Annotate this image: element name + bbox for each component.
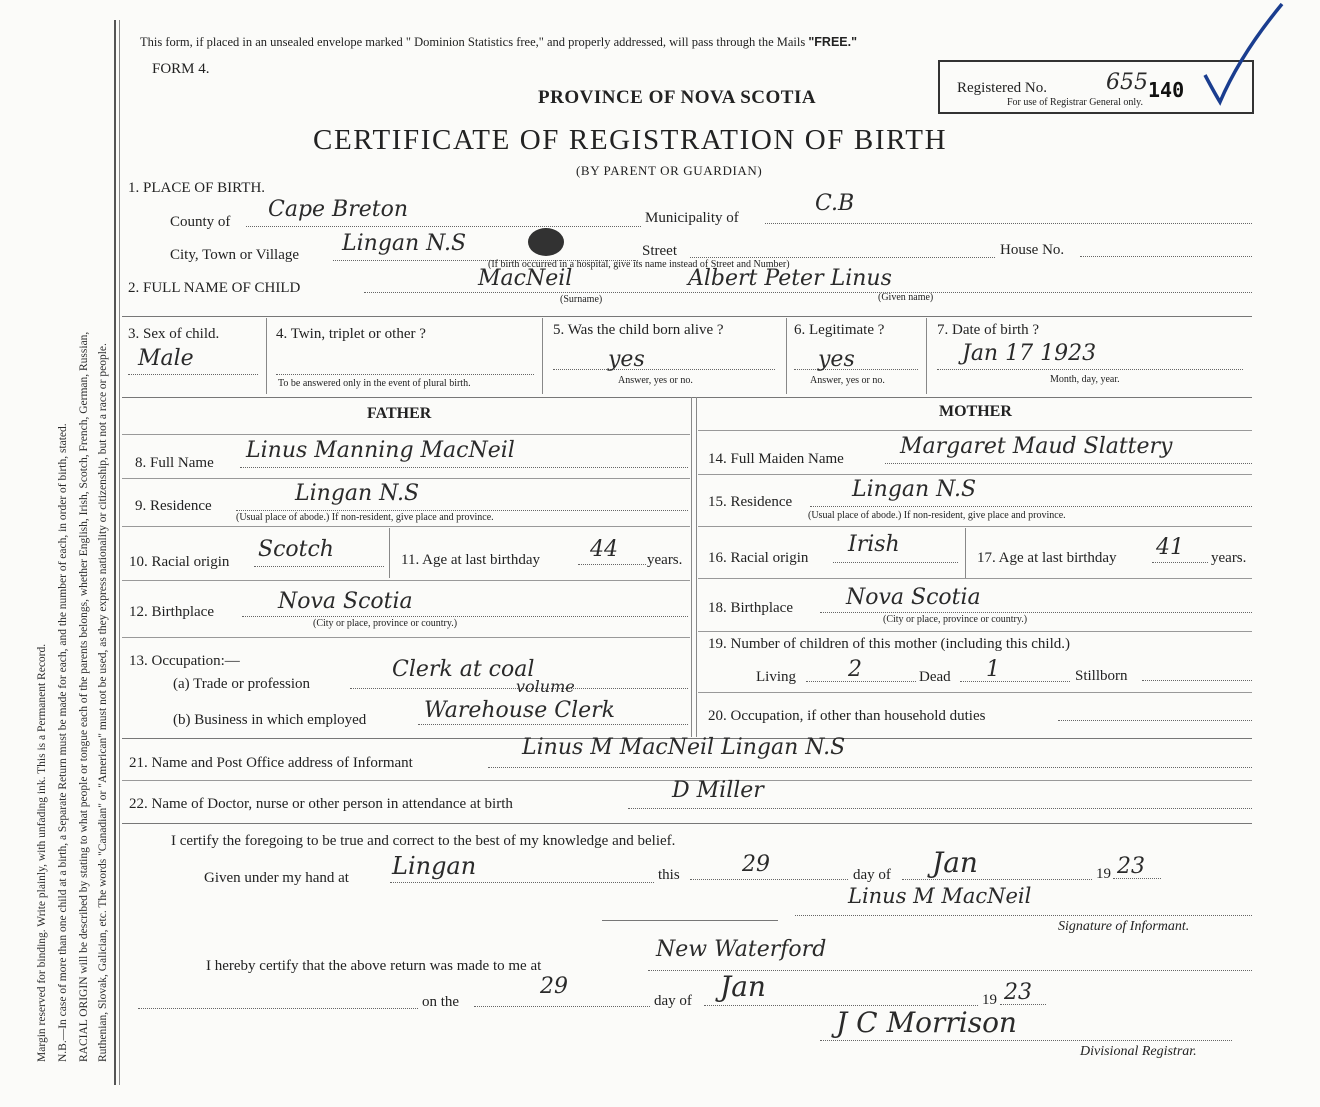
mother-racial-origin-line [833, 562, 958, 563]
twin-label: 4. Twin, triplet or other ? [276, 326, 426, 342]
margin-racial-origin-note-cont: Ruthenian, Slovak, Galician, etc. The words "Canadian" or "American" must not be used, as they express nationality or citizenship, but not a race or people. [97, 343, 109, 1062]
column-rule [786, 318, 787, 394]
child-name-line [364, 292, 1252, 293]
father-birthplace-note: (City or place, province or country.) [313, 618, 458, 629]
row-rule [122, 434, 690, 435]
given-under-hand-label: Given under my hand at [204, 870, 349, 886]
child-surname-value[interactable]: MacNeil [478, 266, 573, 291]
registered-number-value: 655 [1106, 70, 1148, 95]
twin-line [276, 374, 534, 375]
informant-year-value[interactable]: 23 [1117, 854, 1145, 879]
margin-binding-note: Margin reserved for binding. Write plainly, with unfading ink. This is a Permanent Record. [36, 643, 48, 1062]
house-number-label: House No. [1000, 242, 1065, 258]
father-age-value[interactable]: 44 [590, 537, 618, 562]
municipality-label: Municipality of [645, 210, 739, 226]
mother-heading: MOTHER [939, 403, 1012, 420]
place-of-birth-heading: 1. PLACE OF BIRTH. [128, 180, 266, 196]
county-line [246, 226, 641, 227]
row-rule [698, 631, 1252, 632]
city-value[interactable]: Lingan N.S [342, 231, 467, 256]
registrar-general-note: For use of Registrar General only. [1007, 97, 1143, 108]
street-line [690, 257, 995, 258]
father-racial-origin-line [254, 566, 384, 567]
parents-divider [691, 397, 692, 737]
legitimate-value[interactable]: yes [818, 347, 855, 372]
legitimate-note: Answer, yes or no. [810, 375, 885, 386]
father-business-label: (b) Business in which employed [173, 712, 367, 728]
born-alive-value[interactable]: yes [608, 347, 645, 372]
registrar-signature[interactable]: J C Morrison [836, 1006, 1017, 1039]
father-racial-origin-value[interactable]: Scotch [258, 537, 334, 562]
registrar-place-value[interactable]: New Waterford [656, 937, 827, 962]
on-the-label: on the [422, 994, 460, 1010]
row-rule [122, 316, 1252, 317]
mother-racial-origin-label: 16. Racial origin [708, 550, 809, 566]
father-residence-note: (Usual place of abode.) If non-resident, give place and province. [236, 512, 494, 523]
informant-certify-statement: I certify the foregoing to be true and correct to the best of my knowledge and belief. [171, 833, 676, 849]
registrar-day-value[interactable]: 29 [540, 974, 568, 999]
parents-divider-inner [696, 397, 697, 737]
row-rule [122, 526, 690, 527]
father-heading: FATHER [367, 405, 432, 422]
margin-nb-note: N.B.—In case of more than one child at a birth, a Separate Return must be made for each, and the number of each, in order of birth, stated. [57, 423, 69, 1062]
row-rule [698, 692, 1252, 693]
sex-line [128, 374, 258, 375]
binding-rule-inner [119, 20, 120, 1085]
check-mark-icon [1170, 0, 1285, 110]
dead-line [960, 681, 1070, 682]
row-rule [122, 478, 690, 479]
father-trade-label: (a) Trade or profession [173, 676, 311, 692]
given-place-line [390, 882, 654, 883]
father-business-insert[interactable]: volume [516, 677, 575, 696]
mother-children-label: 19. Number of children of this mother (including this child.) [708, 636, 1071, 652]
street-label: Street [642, 243, 677, 259]
mother-age-line [1152, 562, 1208, 563]
mother-birthplace-label: 18. Birthplace [708, 600, 793, 616]
column-rule [965, 528, 966, 578]
informant-signature-line [795, 915, 1252, 916]
living-label: Living [756, 669, 796, 685]
column-rule [542, 318, 543, 394]
date-of-birth-label: 7. Date of birth ? [937, 322, 1040, 338]
mother-residence-line [810, 506, 1252, 507]
father-name-label: 8. Full Name [135, 455, 214, 471]
column-rule [266, 318, 267, 394]
child-given-name-value[interactable]: Albert Peter Linus [688, 266, 892, 291]
child-name-label: 2. FULL NAME OF CHILD [128, 280, 301, 296]
father-birthplace-line [242, 616, 688, 617]
surname-note: (Surname) [560, 294, 603, 305]
registrar-signature-line [820, 1040, 1232, 1041]
father-residence-line [236, 510, 688, 511]
informant-month-line [902, 879, 1092, 880]
certificate-title: CERTIFICATE OF REGISTRATION OF BIRTH [313, 124, 948, 156]
mother-birthplace-value[interactable]: Nova Scotia [846, 585, 981, 610]
stillborn-line [1142, 680, 1252, 681]
margin-racial-origin-note: RACIAL ORIGIN will be described by stating to what people or tongue each of the parents belongs, whether English, Irish, Scotch, French, German, Russian, [78, 331, 90, 1062]
stillborn-label: Stillborn [1075, 668, 1128, 684]
column-rule [926, 318, 927, 394]
row-rule [122, 397, 1252, 398]
row-rule [698, 578, 1252, 579]
row-rule [698, 526, 1252, 527]
city-label: City, Town or Village [170, 247, 300, 263]
informant-month-value[interactable]: Jan [932, 846, 978, 879]
father-residence-value[interactable]: Lingan N.S [295, 481, 420, 506]
date-of-birth-value[interactable]: Jan 17 1923 [962, 341, 1097, 366]
legitimate-label: 6. Legitimate ? [794, 322, 885, 338]
mother-name-value[interactable]: Margaret Maud Slattery [900, 434, 1173, 459]
informant-day-value[interactable]: 29 [742, 852, 770, 877]
father-racial-origin-label: 10. Racial origin [129, 554, 230, 570]
father-age-line [578, 564, 646, 565]
informant-day-of-label: day of [853, 867, 891, 883]
county-label: County of [170, 214, 231, 230]
dead-label: Dead [919, 669, 951, 685]
informant-day-line [690, 879, 848, 880]
informant-line [488, 767, 1252, 768]
registrar-certify-statement: I hereby certify that the above return was made to me at [206, 958, 542, 974]
row-rule [698, 430, 1252, 431]
sex-label: 3. Sex of child. [128, 326, 220, 342]
ink-blot [528, 228, 564, 256]
free-label: "FREE." [808, 35, 858, 49]
given-place-value[interactable]: Lingan [392, 852, 477, 880]
date-of-birth-note: Month, day, year. [1050, 374, 1120, 385]
divisional-registrar-label: Divisional Registrar. [1080, 1044, 1197, 1059]
mother-birthplace-note: (City or place, province or country.) [883, 614, 1028, 625]
mail-notice: This form, if placed in an unsealed envelope marked " Dominion Statistics free," and properly addressed, will pass through the Mails "FREE." [140, 35, 858, 49]
mother-name-label: 14. Full Maiden Name [708, 451, 844, 467]
father-age-label: 11. Age at last birthday [401, 552, 540, 568]
born-alive-line [553, 369, 775, 370]
informant-year-prefix: 19 [1096, 866, 1111, 882]
doctor-value[interactable]: D Miller [672, 778, 764, 803]
county-value[interactable]: Cape Breton [268, 197, 409, 222]
registrar-day-of-label: day of [654, 993, 692, 1009]
mother-residence-note: (Usual place of abode.) If non-resident, give place and province. [808, 510, 1066, 521]
registrar-leading-line [138, 1008, 418, 1009]
given-name-note: (Given name) [878, 292, 934, 303]
mother-age-label: 17. Age at last birthday [977, 550, 1117, 566]
informant-signature[interactable]: Linus M MacNeil [848, 884, 1032, 908]
house-number-line [1080, 256, 1252, 257]
mother-birthplace-line [820, 612, 1252, 613]
municipality-value[interactable]: C.B [815, 191, 855, 216]
certificate-subtitle: (BY PARENT OR GUARDIAN) [576, 163, 763, 178]
living-value[interactable]: 2 [848, 657, 862, 682]
mother-occupation-label: 20. Occupation, if other than household duties [708, 708, 986, 724]
row-rule [122, 580, 690, 581]
mother-years-label: years. [1211, 550, 1247, 566]
mother-occupation-line [1058, 720, 1252, 721]
informant-label: 21. Name and Post Office address of Informant [129, 755, 413, 771]
born-alive-note: Answer, yes or no. [618, 375, 693, 386]
this-label: this [658, 867, 680, 883]
father-occupation-label: 13. Occupation:— [129, 653, 240, 669]
column-rule [389, 528, 390, 578]
sex-value[interactable]: Male [138, 346, 194, 371]
date-of-birth-line [937, 369, 1243, 370]
mother-residence-value[interactable]: Lingan N.S [852, 477, 977, 502]
mother-name-line [885, 463, 1252, 464]
mother-residence-label: 15. Residence [708, 494, 793, 510]
legitimate-line [794, 369, 918, 370]
row-rule [698, 474, 1252, 475]
province-heading: PROVINCE OF NOVA SCOTIA [538, 87, 817, 108]
informant-signature-label: Signature of Informant. [1058, 919, 1190, 934]
registrar-year-value[interactable]: 23 [1004, 980, 1032, 1005]
mother-racial-origin-value[interactable]: Irish [848, 532, 900, 557]
registrar-month-value[interactable]: Jan [720, 970, 766, 1003]
registered-number-stamp: 140 [1148, 78, 1185, 102]
doctor-label: 22. Name of Doctor, nurse or other person in attendance at birth [129, 796, 513, 812]
hospital-note: (If birth occurred in a hospital, give its name instead of Street and Number) [488, 259, 790, 270]
signature-rule [602, 920, 778, 921]
row-rule [122, 637, 690, 638]
father-trade-value[interactable]: Clerk at coal [392, 657, 535, 682]
registered-number-label: Registered No. [957, 80, 1047, 96]
binding-rule [114, 20, 116, 1085]
twin-note: To be answered only in the event of plural birth. [278, 378, 471, 389]
born-alive-label: 5. Was the child born alive ? [553, 322, 724, 338]
father-business-line [418, 724, 688, 725]
mother-age-value[interactable]: 41 [1156, 535, 1184, 560]
father-birthplace-label: 12. Birthplace [129, 604, 214, 620]
form-number: FORM 4. [152, 61, 210, 77]
doctor-line [628, 808, 1252, 809]
municipality-line [765, 223, 1252, 224]
father-business-value[interactable]: Warehouse Clerk [424, 698, 615, 723]
father-birthplace-value[interactable]: Nova Scotia [278, 589, 413, 614]
registrar-day-line [474, 1006, 650, 1007]
registrar-year-prefix: 19 [982, 992, 997, 1008]
father-name-value[interactable]: Linus Manning MacNeil [246, 438, 515, 463]
dead-value[interactable]: 1 [986, 657, 1000, 682]
father-years-label: years. [647, 552, 683, 568]
row-rule [122, 823, 1252, 824]
father-name-line [240, 467, 688, 468]
informant-value[interactable]: Linus M MacNeil Lingan N.S [522, 735, 846, 760]
father-residence-label: 9. Residence [135, 498, 212, 514]
